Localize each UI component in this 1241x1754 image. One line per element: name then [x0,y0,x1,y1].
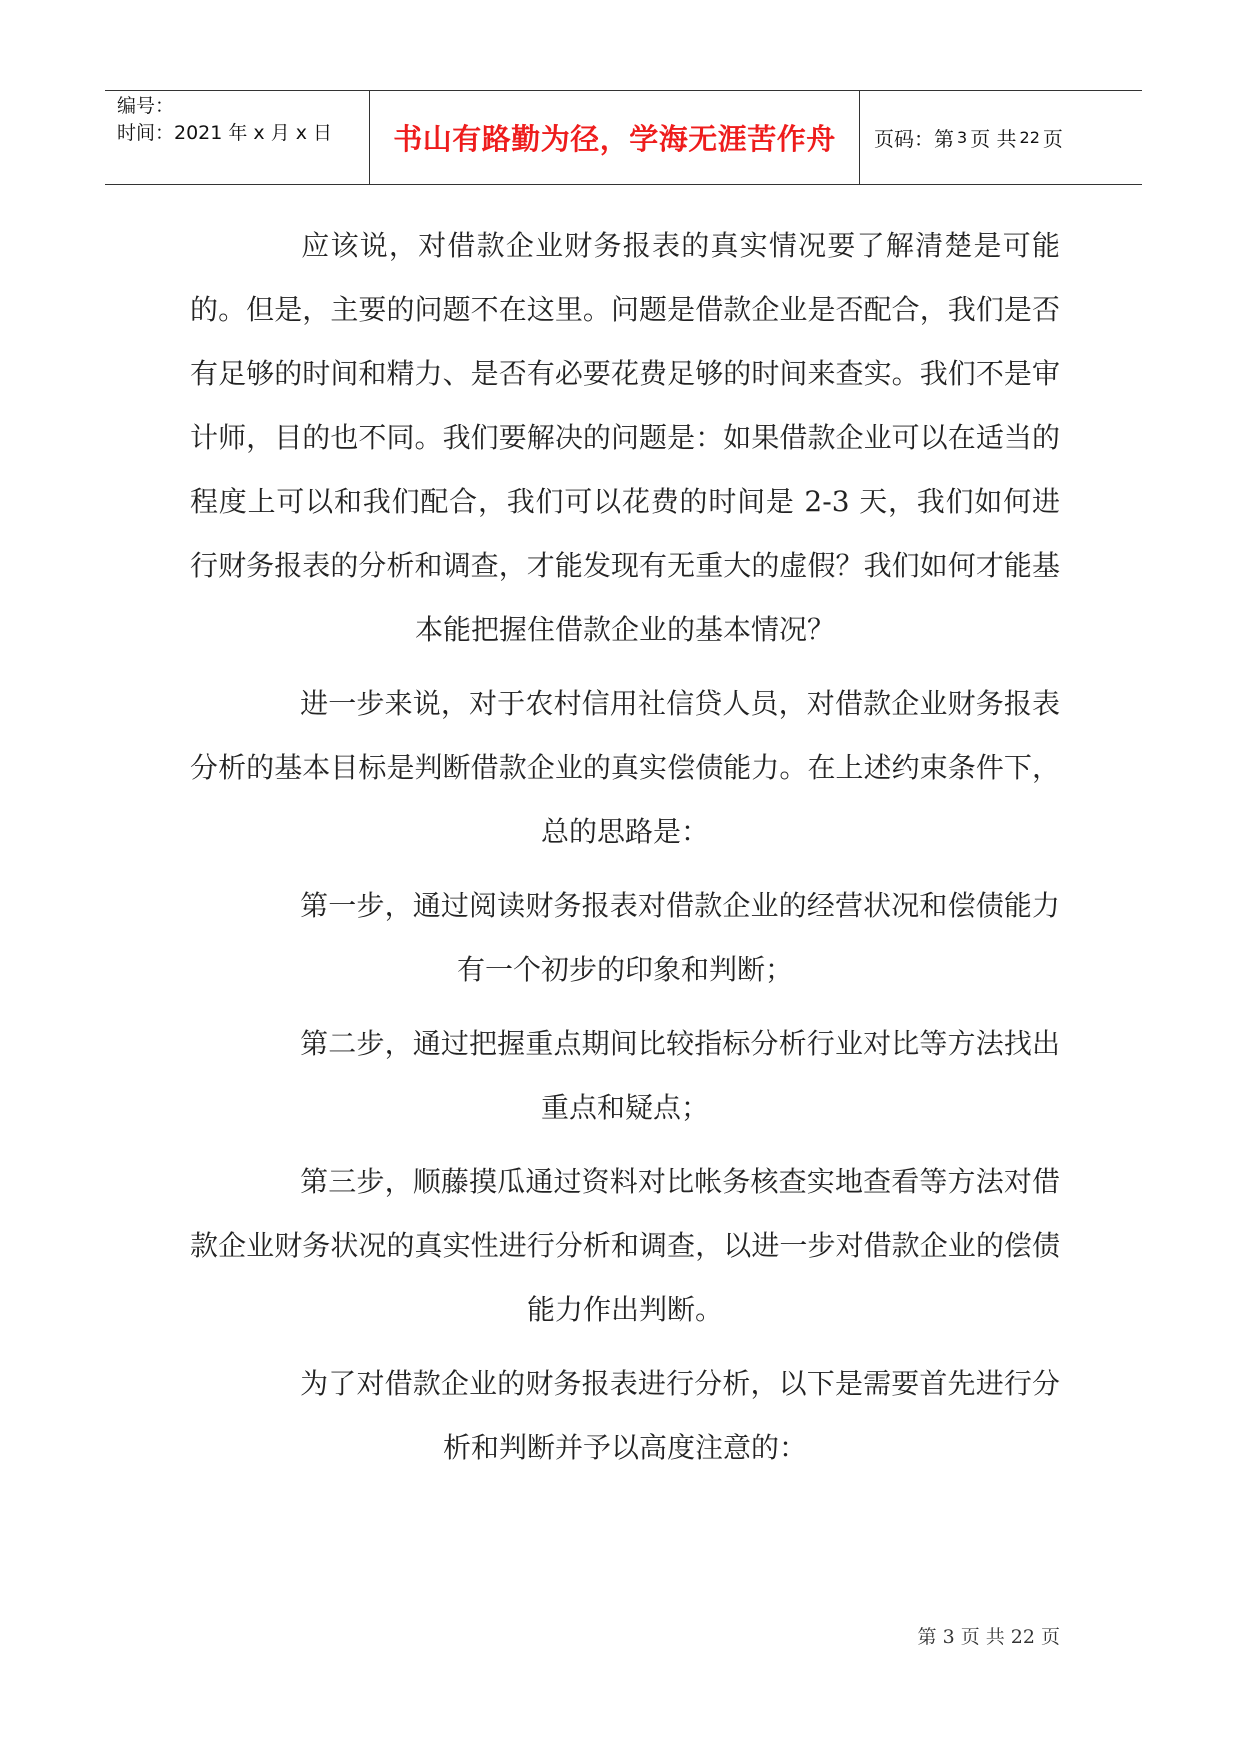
paragraph: 应该说，对借款企业财务报表的真实情况要了解清楚是可能的。但是，主要的问题不在这里。问题是借款企业是否配合，我们是否有足够的时间和精力、是否有必要花费足够的时间来查实。我们不是审计师，目的也不同。我们要解决的问题是：如果借款企业可以在适当的程度上可以和我们配合，我们可以花费的时间是 2-3 天，我们如何进行财务报表的分析和调查，才能发现有无重大的虚假？我们如何才能基本能把握住借款企业的基本情况？ [190,229,1060,646]
paragraph: 进一步来说，对于农村信用社信贷人员，对借款企业财务报表分析的基本目标是判断借款企业的真实偿债能力。在上述约束条件下，总的思路是： [190,687,1060,848]
paragraph: 第一步，通过阅读财务报表对借款企业的经营状况和偿债能力有一个初步的印象和判断； [300,889,1060,986]
paragraph: 第二步，通过把握重点期间比较指标分析行业对比等方法找出重点和疑点； [300,1027,1060,1124]
document-body [190,214,1060,1490]
time-label: 时间：2021 年 x 月 x 日 [117,122,333,144]
paragraph: 第三步，顺藤摸瓜通过资料对比帐务核查实地查看等方法对借款企业财务状况的真实性进行分析和调查，以进一步对借款企业的偿债能力作出判断。 [190,1165,1060,1326]
page-total: 22 [1019,128,1040,147]
page-footer: 第 3 页 共 22 页 [917,1626,1060,1648]
motto: 书山有路勤为径，学海无涯苦作舟 [393,122,836,156]
page-header [105,90,1142,185]
page-suffix: 页 [1042,127,1063,151]
header-page-info [860,91,1142,184]
header-motto-cell [370,91,860,184]
number-label: 编号： [117,95,175,117]
header-meta [105,91,370,184]
page-mid: 页 共 [970,127,1017,151]
page-current: 3 [957,128,968,147]
page-prefix: 页码：第 [874,127,954,151]
paragraph: 为了对借款企业的财务报表进行分析，以下是需要首先进行分析和判断并予以高度注意的： [300,1367,1060,1464]
